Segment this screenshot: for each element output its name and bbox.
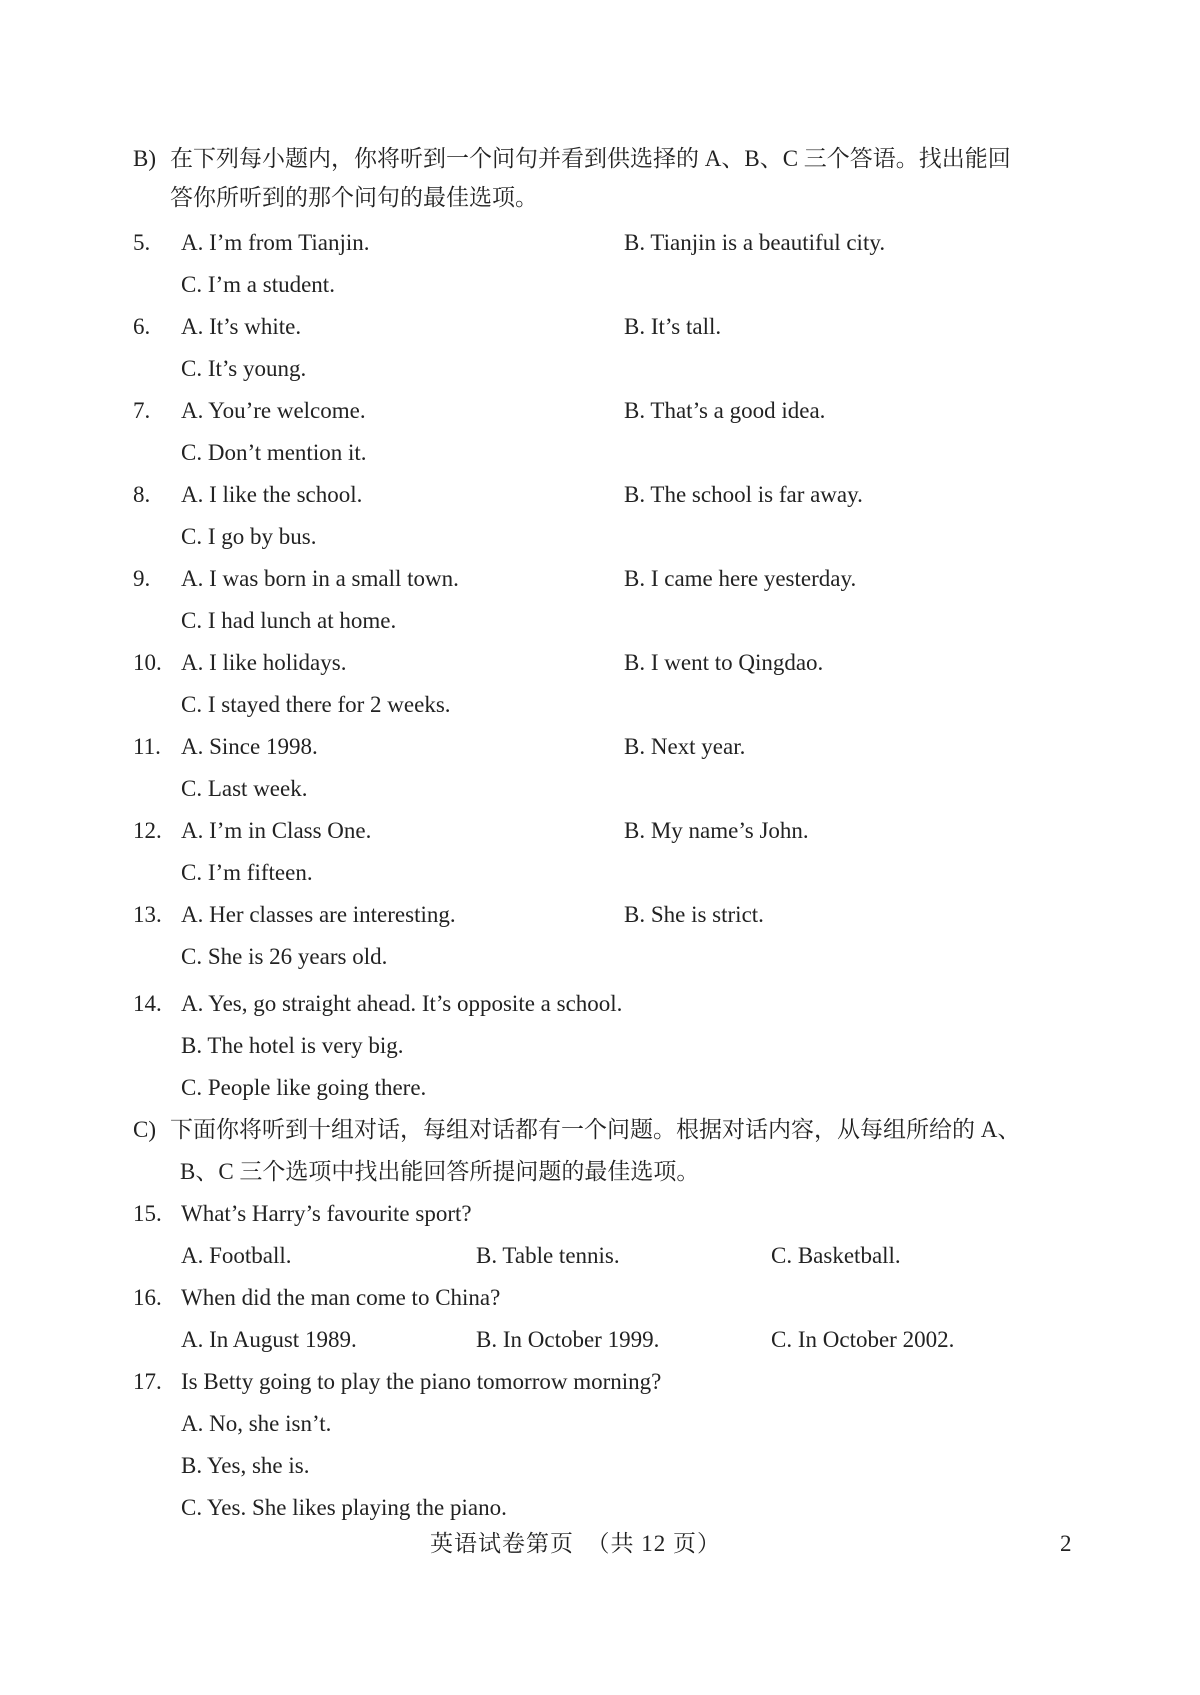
- option-c: C. I stayed there for 2 weeks.: [181, 692, 451, 717]
- question-number: 17.: [133, 1369, 162, 1394]
- option-c: C. People like going there.: [181, 1075, 427, 1100]
- question-number: 13.: [133, 902, 162, 927]
- option-b: B. Yes, she is.: [181, 1453, 310, 1478]
- question-number: 16.: [133, 1285, 162, 1310]
- option-c: C. I go by bus.: [181, 524, 317, 549]
- question-number: 7.: [133, 398, 151, 423]
- option-a: A. In August 1989.: [181, 1327, 357, 1352]
- question-number: 12.: [133, 818, 162, 843]
- option-c: C. Yes. She likes playing the piano.: [181, 1495, 507, 1520]
- section-b-instruction-line2: 答你所听到的那个问句的最佳选项。: [170, 185, 538, 210]
- question-number: 11.: [133, 734, 161, 759]
- option-a: A. It’s white.: [181, 314, 302, 339]
- option-c: C. She is 26 years old.: [181, 944, 388, 969]
- question-number: 5.: [133, 230, 151, 255]
- option-b: B. My name’s John.: [624, 818, 809, 843]
- question-number: 14.: [133, 991, 162, 1016]
- section-c-instruction-line2: B、C 三个选项中找出能回答所提问题的最佳选项。: [180, 1159, 700, 1184]
- option-c: C. I had lunch at home.: [181, 608, 397, 633]
- option-b: B. In October 1999.: [476, 1327, 660, 1352]
- option-c: C. Basketball.: [771, 1243, 901, 1268]
- option-b: B. She is strict.: [624, 902, 764, 927]
- option-b: B. It’s tall.: [624, 314, 722, 339]
- option-a: A. You’re welcome.: [181, 398, 366, 423]
- section-c-label: C): [133, 1117, 156, 1142]
- option-c: C. In October 2002.: [771, 1327, 955, 1352]
- option-b: B. I went to Qingdao.: [624, 650, 824, 675]
- section-c-instruction-line1: 下面你将听到十组对话，每组对话都有一个问题。根据对话内容，从每组所给的 A、: [170, 1117, 1021, 1142]
- option-b: B. The school is far away.: [624, 482, 863, 507]
- option-c: C. It’s young.: [181, 356, 307, 381]
- option-b: B. That’s a good idea.: [624, 398, 826, 423]
- question-number: 15.: [133, 1201, 162, 1226]
- question-text: What’s Harry’s favourite sport?: [181, 1201, 472, 1226]
- option-a: A. Her classes are interesting.: [181, 902, 456, 927]
- option-b: B. The hotel is very big.: [181, 1033, 404, 1058]
- question-number: 6.: [133, 314, 151, 339]
- option-a: A. Football.: [181, 1243, 292, 1268]
- option-a: A. No, she isn’t.: [181, 1411, 332, 1436]
- option-a: A. I’m in Class One.: [181, 818, 372, 843]
- question-number: 8.: [133, 482, 151, 507]
- option-c: C. Last week.: [181, 776, 308, 801]
- footer-title: 英语试卷第页 （共 12 页）: [430, 1531, 721, 1556]
- option-a: A. Yes, go straight ahead. It’s opposite a school.: [181, 991, 623, 1016]
- option-a: A. I was born in a small town.: [181, 566, 459, 591]
- option-a: A. I’m from Tianjin.: [181, 230, 370, 255]
- page-number: 2: [1060, 1531, 1072, 1556]
- section-b-label: B): [133, 146, 156, 171]
- option-b: B. Table tennis.: [476, 1243, 620, 1268]
- question-text: Is Betty going to play the piano tomorrow morning?: [181, 1369, 662, 1394]
- question-text: When did the man come to China?: [181, 1285, 501, 1310]
- option-c: C. Don’t mention it.: [181, 440, 367, 465]
- option-a: A. Since 1998.: [181, 734, 318, 759]
- option-b: B. I came here yesterday.: [624, 566, 857, 591]
- question-number: 9.: [133, 566, 151, 591]
- section-b-instruction-line1: 在下列每小题内，你将听到一个问句并看到供选择的 A、B、C 三个答语。找出能回: [170, 146, 1011, 171]
- option-a: A. I like the school.: [181, 482, 363, 507]
- option-b: B. Tianjin is a beautiful city.: [624, 230, 886, 255]
- option-b: B. Next year.: [624, 734, 746, 759]
- question-number: 10.: [133, 650, 162, 675]
- option-a: A. I like holidays.: [181, 650, 347, 675]
- option-c: C. I’m fifteen.: [181, 860, 313, 885]
- option-c: C. I’m a student.: [181, 272, 335, 297]
